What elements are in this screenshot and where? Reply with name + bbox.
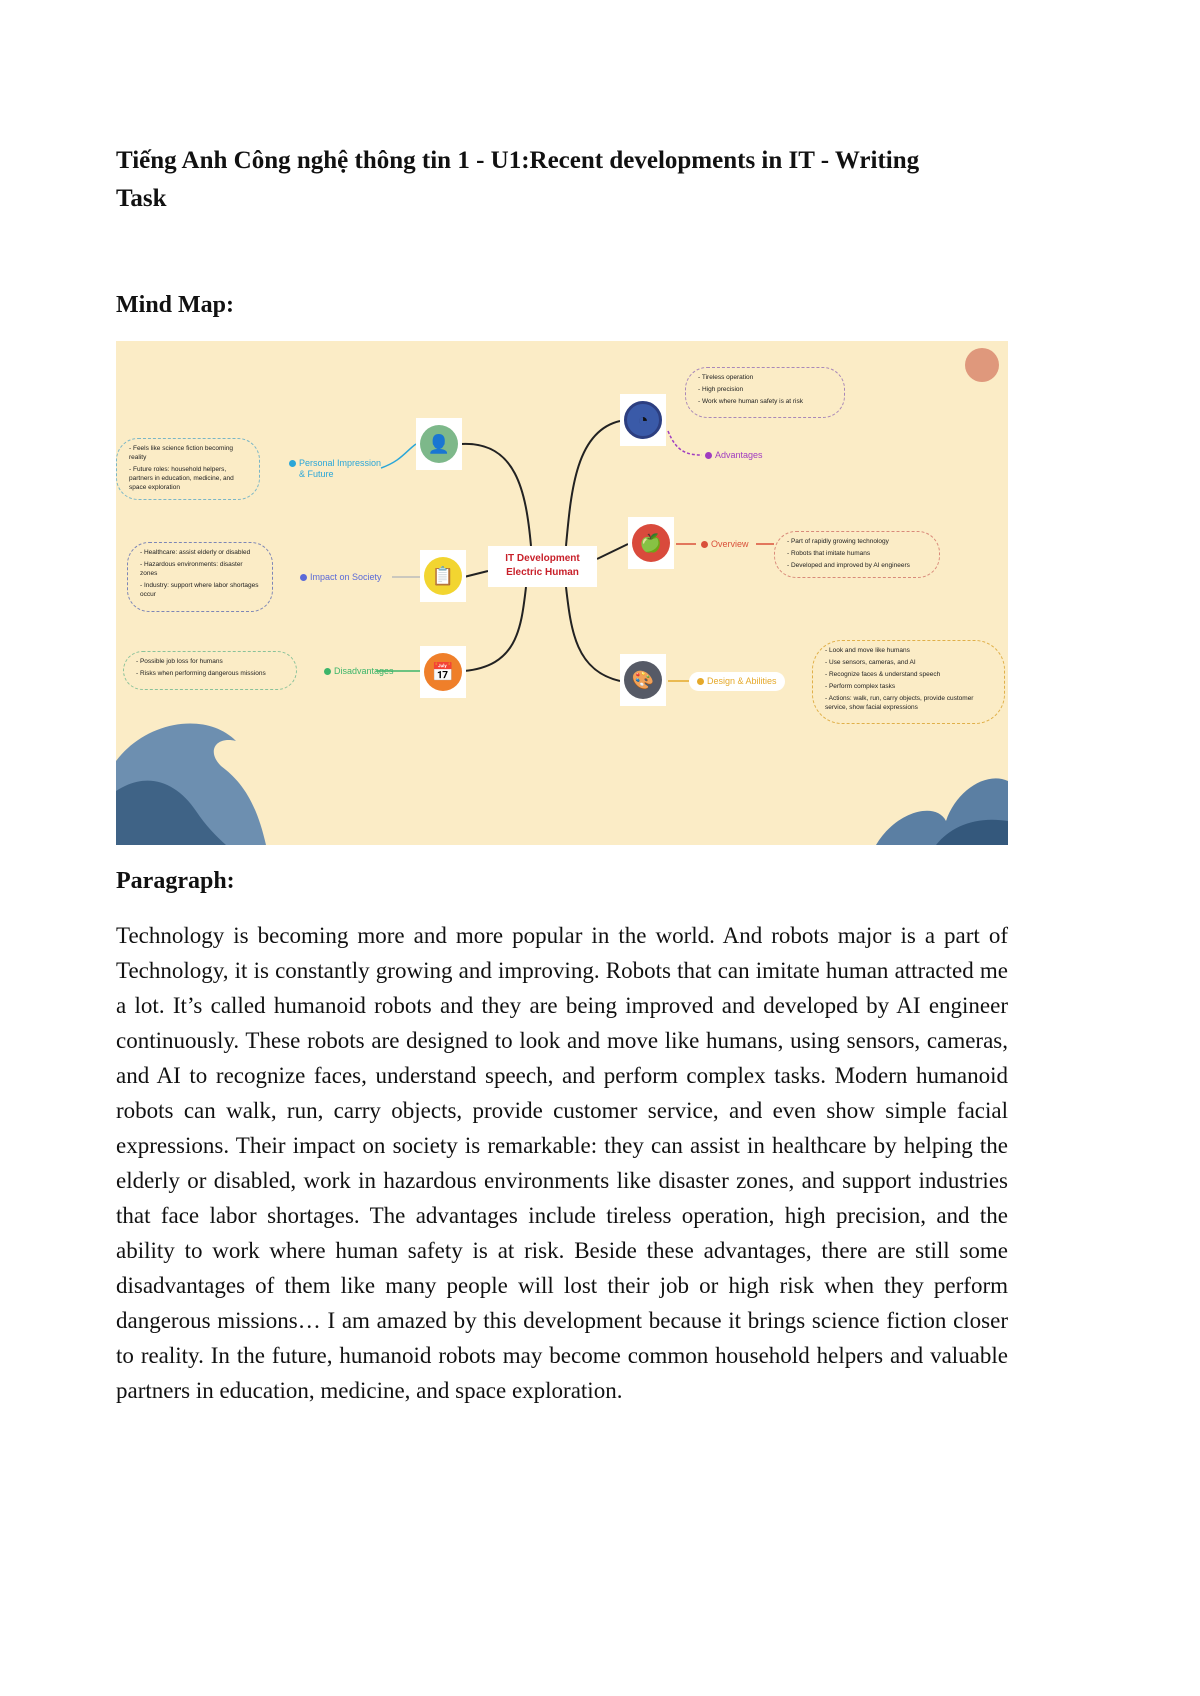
wave-left-decoration [116, 724, 266, 845]
branch-label-disadvantages: Disadvantages [324, 666, 394, 677]
mindmap-heading: Mind Map: [116, 292, 235, 318]
personal-details-box: - Feels like science fiction becoming reality - Future roles: household helpers, partners in education, medicine, and space exploration [116, 438, 260, 500]
document-title: Tiếng Anh Công nghệ thông tin 1 - U1:Recent developments in IT - Writing Task [116, 147, 920, 212]
sun-decoration [965, 348, 999, 382]
impact-details-box: - Healthcare: assist elderly or disabled - Hazardous environments: disaster zones - Industry: support where labor shortages occur [127, 542, 273, 612]
link-overview [597, 544, 628, 559]
central-node-line-1: IT Development [505, 553, 580, 564]
chart-wheel-icon: ◔ [620, 394, 666, 446]
mind-map-image [116, 341, 1008, 845]
overview-details-box: - Part of rapidly growing technology - Robots that imitate humans - Developed and improved by AI engineers [774, 531, 940, 578]
design-details-box: - Look and move like humans - Use sensors, cameras, and AI - Recognize faces & understand speech - Perform complex tasks - Actions: walk, run, carry objects, provide customer service, show facial expressions [812, 640, 1005, 724]
branch-label-overview: Overview [701, 539, 749, 550]
link-disadvantages [464, 587, 526, 671]
branch-label-impact: Impact on Society [300, 572, 382, 583]
central-node [488, 546, 597, 587]
paragraph-heading: Paragraph: [116, 868, 235, 894]
wave-right-decoration [876, 778, 1008, 845]
apple-icon: 🍏 [628, 517, 674, 569]
calendar-icon: 📅 [420, 646, 466, 698]
branch-label-personal: Personal Impression & Future [289, 458, 384, 480]
link-impact [464, 571, 488, 577]
clipboard-icon: 📋 [420, 550, 466, 602]
link-personal [461, 444, 531, 546]
paragraph-body: Technology is becoming more and more popular in the world. And robots major is a part of Technology, it is constantly growing and improving. Robots that can imitate human attracted me a lot. It’s called humanoid robots and they are being improved and developed by AI engineer continuously. These robots are designed to look and move like humans, using sensors, cameras, and AI to recognize faces, understand speech, and perform complex tasks. Modern humanoid robots can walk, run, carry objects, provide customer service, and even show simple facial expressions. Their impact on society is remarkable: they can assist in healthcare by helping the elderly or disabled, work in hazardous environments like disaster zones, and support industries that face labor shortages. The advantages include tireless operation, high precision, and the ability to work where human safety is at risk. Beside these advantages, there are still some disadvantages of them like many people will lost their job or high risk when they perform dangerous missions… I am amazed by this development because it brings science fiction closer to reality. In the future, humanoid robots may become common household helpers and valuable partners in education, medicine, and space exploration. [116, 923, 1008, 1403]
central-node-line-2: Electric Human [506, 567, 579, 578]
person-icon: 👤 [416, 418, 462, 470]
disadvantages-details-box: - Possible job loss for humans - Risks when performing dangerous missions [123, 651, 297, 690]
branch-label-advantages: Advantages [705, 450, 763, 461]
design-palette-icon: 🎨 [620, 654, 666, 706]
branch-label-design: Design & Abilities [689, 672, 785, 691]
link-design [566, 587, 620, 681]
advantages-details-box: - Tireless operation - High precision - Work where human safety is at risk [685, 367, 845, 418]
link-advantages [566, 421, 620, 546]
